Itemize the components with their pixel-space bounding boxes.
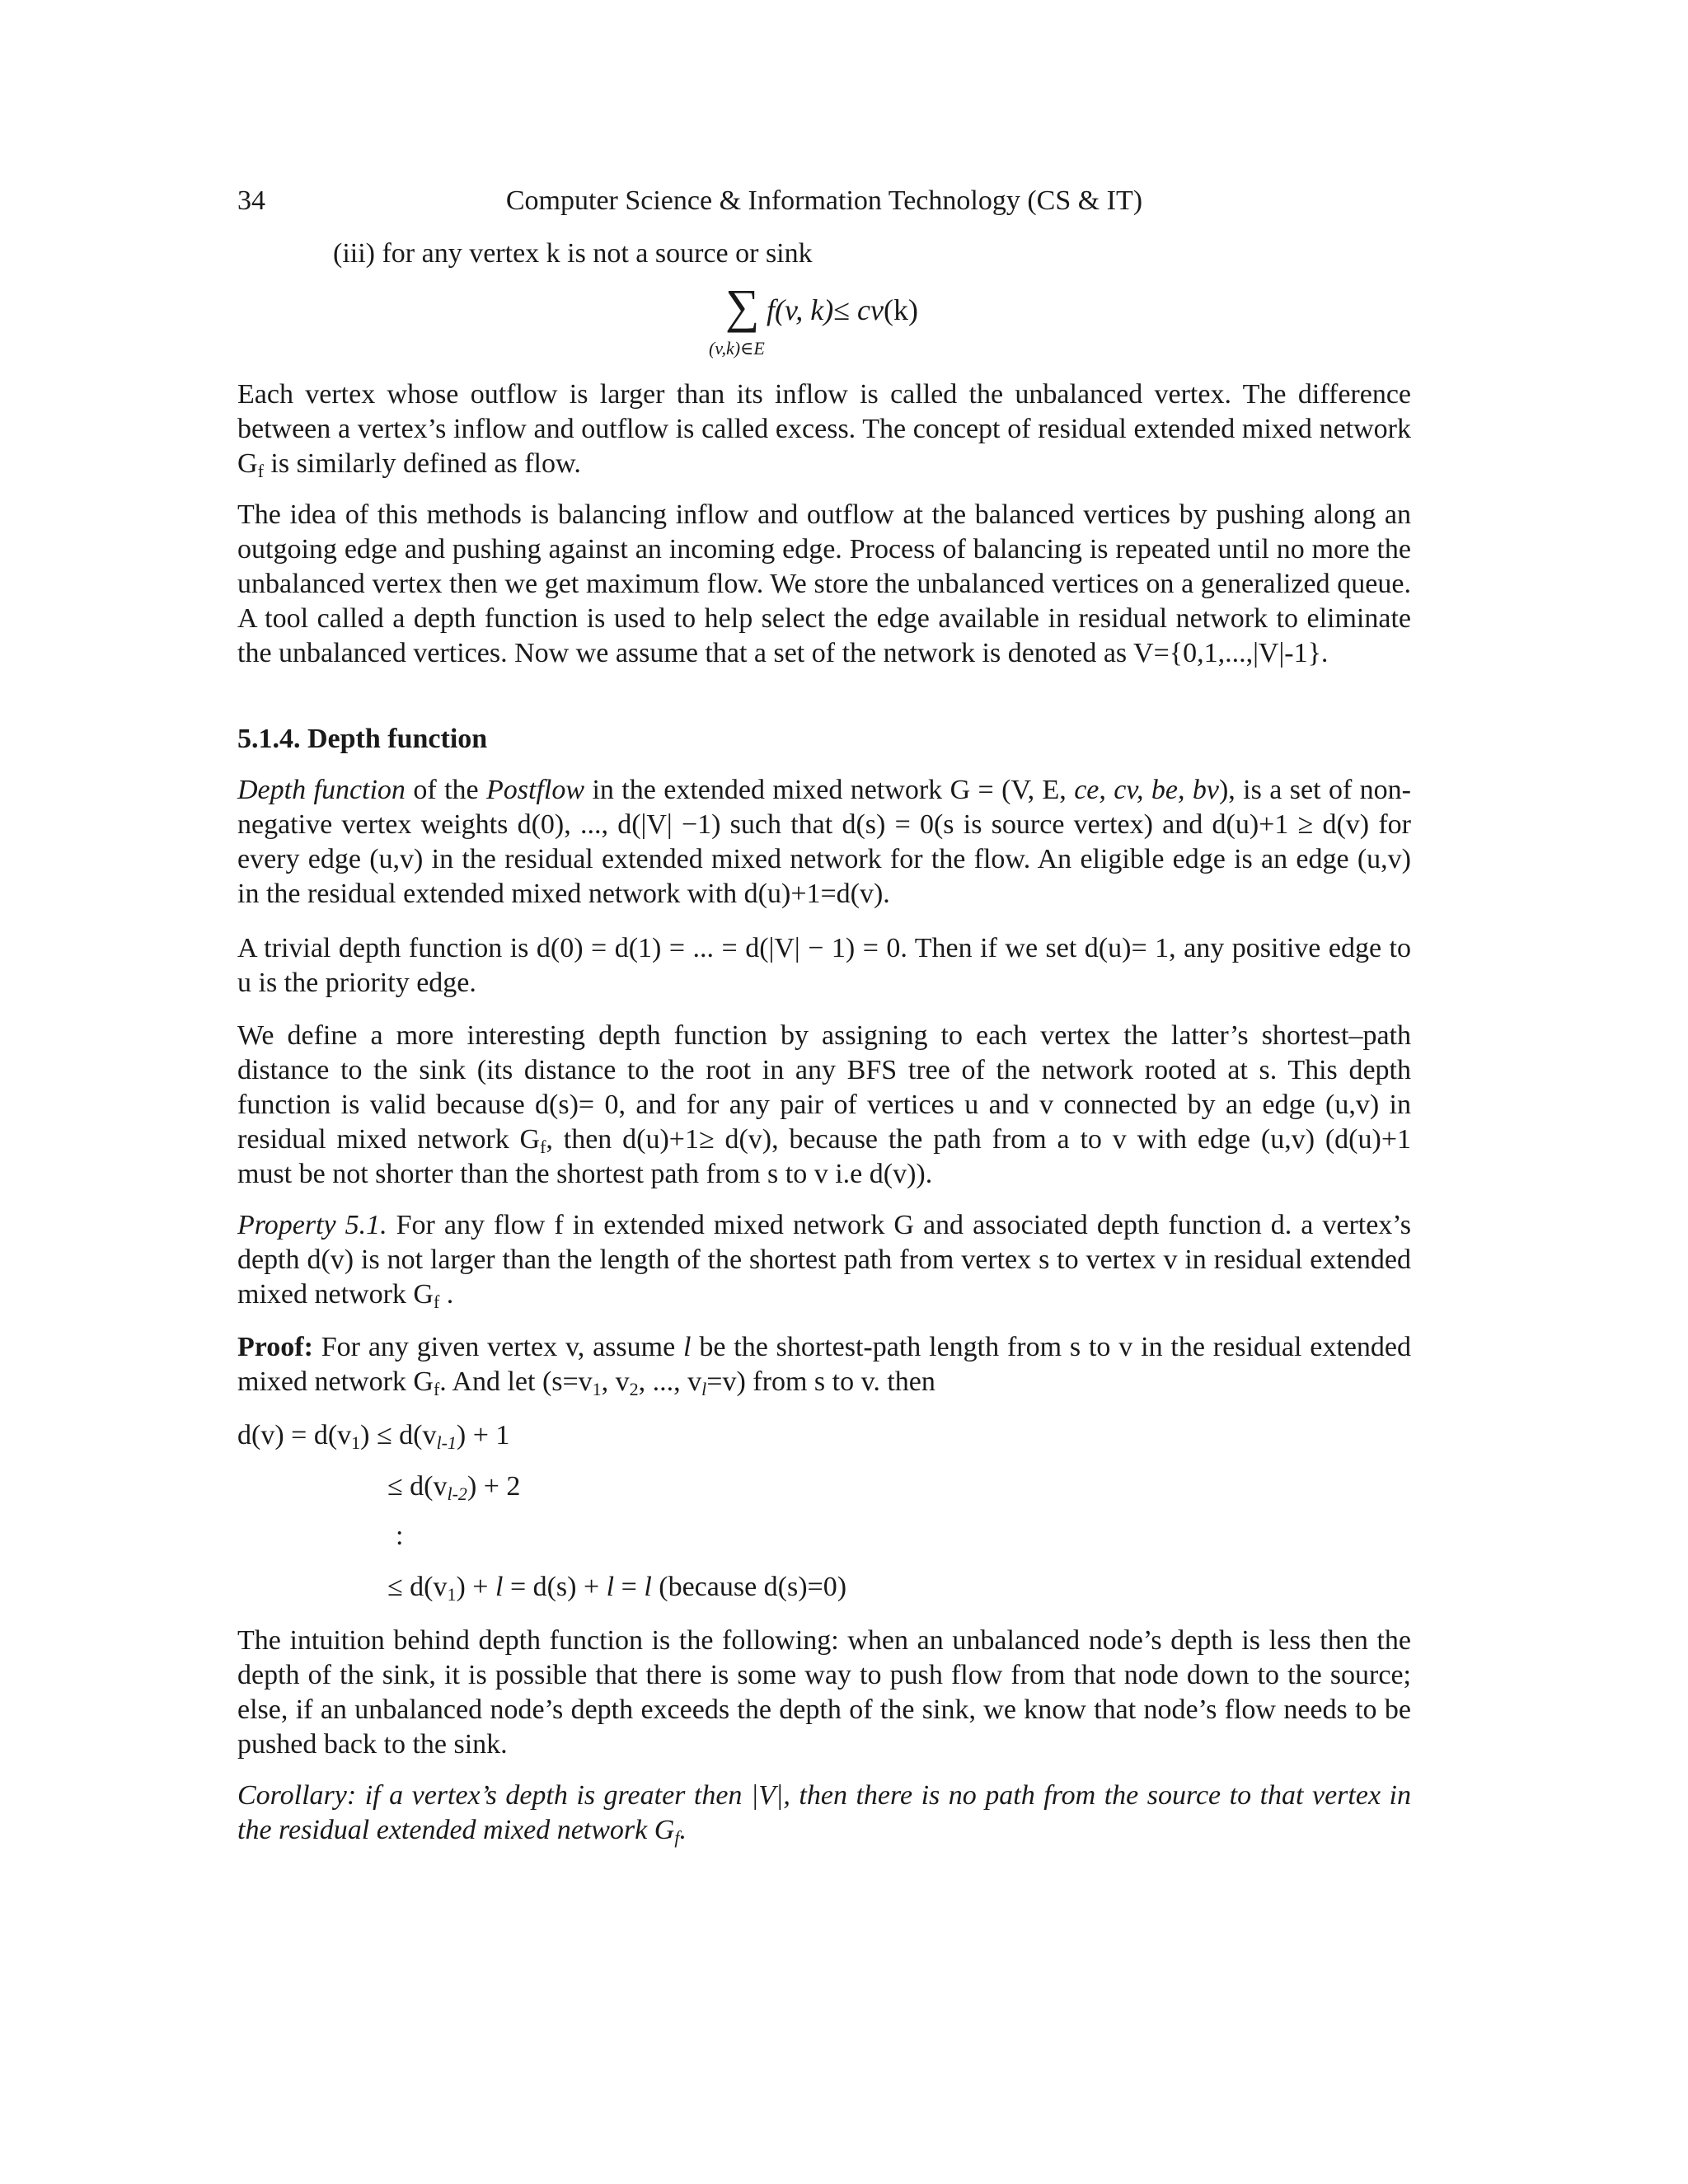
section-heading: 5.1.4. Depth function [237, 724, 488, 754]
summation-expression: f(v, k)≤ cv(k) [767, 293, 918, 326]
derivation-line-1: $d(v) = d(v_1) \le d(v_{l-1}) + 1$ [237, 1420, 510, 1453]
proof-paragraph: Proof: For any given vertex v, assume l be the shortest-path length from s to v in the residual extended mixed network $G_f$. And let ($s=v_1$, $v_2$, ..., $v_l=v$) from s to v. then [237, 1332, 1411, 1399]
property-5-1: Property 5.1. For any flow f in extended mixed network G and associated depth function d. a vertex’s depth d(v) is not larger than the length of the shortest path from vertex s to vertex v in residual extended mixed network $G_f$ . [237, 1210, 1411, 1312]
paragraph-trivial-depth-function: A trivial depth function is d(0) = d(1) = ... = d(|V| − 1) = 0. Then if we set d(u)= 1, any positive edge to u is the priority edge. [237, 933, 1411, 998]
paragraph-balancing-idea: The idea of this methods is balancing inflow and outflow at the balanced vertices by pushing along an outgoing edge and pushing against an incoming edge. Process of balancing is repeated until no more the unbalanced vertex then we get maximum flow. We store the unbalanced vertices on a generalized queue. A tool called a depth function is used to help select the edge available in residual network to eliminate the unbalanced vertices. Now we assume that a set of the network is denoted as V={0,1,...,|V|-1}. [237, 499, 1411, 668]
page-number: 34 [237, 185, 265, 216]
paragraph-unbalanced-vertex: Each vertex whose outflow is larger than its inflow is called the unbalanced vertex. The difference between a vertex’s inflow and outflow is called excess. The concept of residual extended mixed network $G_f$ is similarly defined as flow. [237, 379, 1411, 481]
corollary: Corollary: if a vertex’s depth is greater then |V|, then there is no path from the source to that vertex in the residual extended mixed network $G_f$. [237, 1780, 1411, 1848]
summation-index: (v,k)∈E [709, 338, 765, 359]
running-header: Computer Science & Information Technology (CS & IT) [505, 185, 1143, 216]
summation-symbol: ∑ [725, 279, 760, 333]
derivation-line-4: ≤ $d(v_1) + l = d(s) + l = l$ (because d(s)=0) [387, 1572, 847, 1605]
derivation-ellipsis: : [396, 1521, 404, 1551]
summation-equation [709, 279, 1006, 368]
paragraph-intuition: The intuition behind depth function is the following: when an unbalanced node’s depth is less then the depth of the sink, it is possible that there is some way to push flow from that node down to the source; else, if an unbalanced node’s depth exceeds the depth of the sink, we know that node’s flow needs to be pushed back to the sink. [237, 1625, 1411, 1760]
condition-iii: (iii) for any vertex k is not a source or sink [333, 238, 813, 269]
paragraph-shortest-path-depth: We define a more interesting depth function by assigning to each vertex the latter’s shortest–path distance to the sink (its distance to the root in any BFS tree of the network rooted at s. This depth function is valid because d(s)= 0, and for any pair of vertices u and v connected by an edge (u,v) in residual mixed network $G_f$, then d(u)+1≥ d(v), because the path from a to v with edge (u,v) (d(u)+1 must be not shorter than the shortest path from s to v i.e d(v)). [237, 1020, 1412, 1189]
derivation-line-2: ≤ $d(v_{l-2}) + 2$ [387, 1471, 521, 1504]
paragraph-depth-function-definition: Depth function of the Postflow in the extended mixed network G = (V, E, ce, cv, be, bv), is a set of non-negative vertex weights d(0), ..., d(|V| −1) such that d(s) = 0(s is source vertex) and d(u)+1 ≥ d(v) for every edge (u,v) in the residual extended mixed network for the flow. An eligible edge is an edge (u,v) in the residual extended mixed network with d(u)+1=d(v). [237, 775, 1411, 909]
